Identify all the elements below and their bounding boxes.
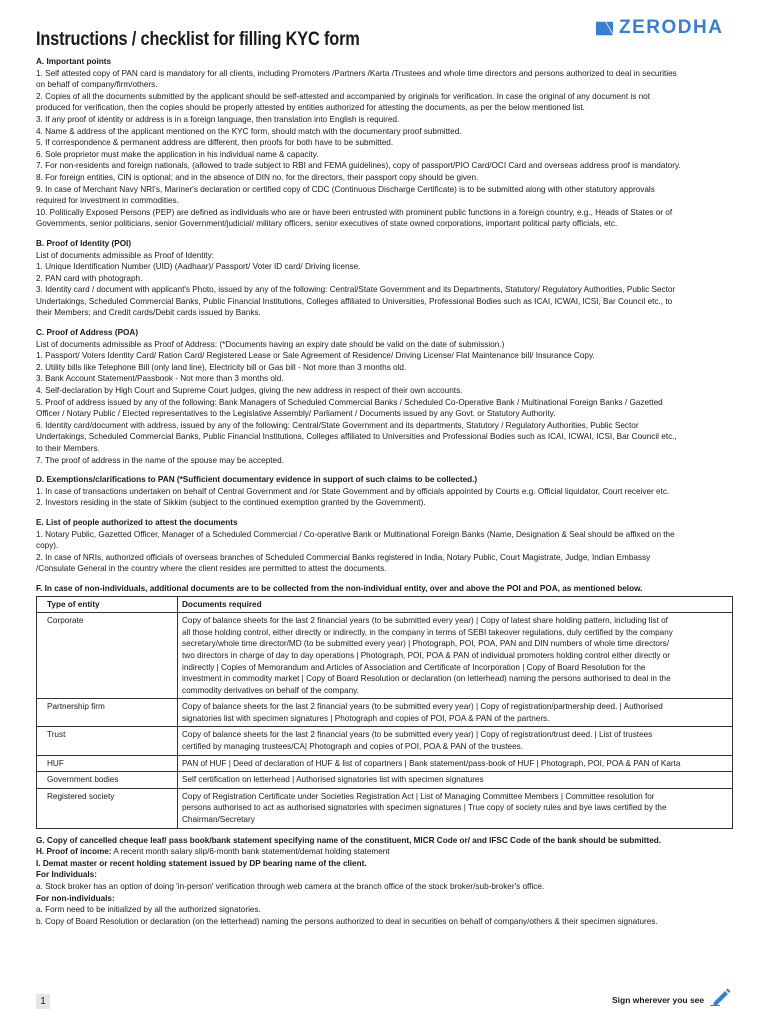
list-item: 2. In case of NRIs, authorized officials of overseas branches of Scheduled Commercial Banks registered in India, Notary Public, Court Magistrate, Judge, Indian Embassy <box>36 552 651 562</box>
section-c-list <box>36 339 734 467</box>
logo-text: ZERODHA <box>619 17 724 38</box>
table-row <box>37 613 733 699</box>
documents-required-cell <box>178 727 733 755</box>
section-i-heading: I. Demat master or recent holding statement issued by DP bearing name of the client. <box>36 858 367 868</box>
list-item: 6. Sole proprietor must make the application in his individual name & capacity. <box>36 149 319 159</box>
entity-type-cell: HUF <box>37 755 178 772</box>
table-row <box>37 727 733 755</box>
list-item: 2. Investors residing in the state of Sikkim (subject to the continued exemption granted by the Government). <box>36 498 426 508</box>
section-b-list <box>36 250 734 320</box>
cell-line: two directors in charge of day to day operations | Photograph, POI, POA & PAN of individual promoters holding control either directly or <box>182 650 671 660</box>
cell-line: signatories list with specimen signatures | Photograph and copies of POI, POA & PAN of the partners. <box>182 713 550 723</box>
list-item: Undertakings, Scheduled Commercial Banks, Public Financial Institutions, Colleges affiliated to Universities, Professional Bodies such as ICAI, ICWAI, ICSI, Bar Council etc., to <box>36 296 673 306</box>
list-item: Undertakings, Scheduled Commercial Banks, Public Financial Institutions, Colleges affiliated to Universities and Professional Bodies such as ICAI, ICWAI, ICSI, Bar Council etc., <box>36 432 677 442</box>
list-item: to their Members. <box>36 444 100 453</box>
list-item: 3. If any proof of identity or address is in a foreign language, then translation into English is required. <box>36 114 400 124</box>
list-item: 1. Passport/ Voters Identity Card/ Ration Card/ Registered Lease or Sale Agreement of Residence/ Driving License/ Flat Maintenance bill/ Insurance Copy. <box>36 351 595 361</box>
section-e-list <box>36 529 734 575</box>
zerodha-logo-icon <box>596 20 613 37</box>
list-item: 2. PAN card with photograph. <box>36 273 143 283</box>
entity-type-cell: Registered society <box>37 788 178 828</box>
list-item: 1. Self attested copy of PAN card is mandatory for all clients, including Promoters /Partners /Karta /Trustees and whole time directors and persons authorized to deal in securities <box>36 68 677 78</box>
section-b-heading: B. Proof of Identity (POI) <box>36 238 132 248</box>
list-item: a. Form need to be initialized by all the authorized signatories. <box>36 905 261 915</box>
column-header-type: Type of entity <box>37 596 178 613</box>
cell-line: Copy of Registration Certificate under Societies Registration Act | List of Managing Committee Members | Committee resolution for <box>182 791 655 801</box>
list-item: 4. Self-declaration by High Court and Supreme Court judges, giving the new address in respect of their own accounts. <box>36 386 463 396</box>
cell-line: PAN of HUF | Deed of declaration of HUF & list of copartners | Bank statement/pass-book of HUF | Photograph, POI, POA & PAN of Karta <box>182 758 681 768</box>
list-item: Officer / Notary Public / Elected representatives to the Legislative Assembly/ Parliament / Documents issued by any Govt. or Statutory Authority. <box>36 409 556 419</box>
list-item: 8. For foreign entities, CIN is optional; and in the absence of DIN no. for the directors, their passport copy should be given. <box>36 172 479 182</box>
section-h-heading: H. Proof of income: <box>36 847 112 857</box>
list-item: /Consulate General in the country where the client resides are permitted to attest the documents. <box>36 564 387 574</box>
section-f-heading: F. In case of non-individuals, additional documents are to be collected from the non-individual entity, over and above the POI and POA, as mentioned below. <box>36 583 643 593</box>
entity-type-cell: Government bodies <box>37 772 178 789</box>
table-row <box>37 699 733 727</box>
list-item: 1. Unique Identification Number (UID) (Aadhaar)/ Passport/ Voter ID card/ Driving license. <box>36 262 361 272</box>
list-item: produced for verification, then the copies should be properly attested by entities authorized for attesting the documents, as per the below mentioned list. <box>36 103 585 113</box>
list-item: 10. Politically Exposed Persons (PEP) are defined as individuals who are or have been entrusted with prominent public functions in a foreign country, e.g., Heads of States or of <box>36 207 673 217</box>
list-item: required for investment in commodities. <box>36 196 179 206</box>
sign-instruction: Sign wherever you see <box>612 995 705 1005</box>
list-item: 3. Bank Account Statement/Passbook - Not more than 3 months old. <box>36 374 284 384</box>
list-item: 9. In case of Merchant Navy NRI's, Mariner's declaration or certified copy of CDC (Continuous Discharge Certificate) is to be submitted along with other statutory approvals <box>36 184 655 194</box>
list-item: 7. For non-residents and foreign nationals, (allowed to trade subject to RBI and FEMA guidelines), copy of passport/PIO Card/OCI Card and overseas address proof is mandatory. <box>36 161 681 171</box>
documents-required-cell <box>178 788 733 828</box>
list-item: 5. Proof of address issued by any of the following: Bank Managers of Scheduled Commercial Banks / Scheduled Co-Operative Bank / Multinational Foreign Banks / Gazetted <box>36 397 663 407</box>
documents-required-cell <box>178 772 733 789</box>
list-item: List of documents admissible as Proof of Address: (*Documents having an expiry date should be valid on the date of submission.) <box>36 339 505 349</box>
non-individuals-list <box>36 904 734 927</box>
table-row <box>37 788 733 828</box>
cell-line: Copy of balance sheets for the last 2 financial years (to be submitted every year) | Copy of registration/trust deed. | List of trustees <box>182 730 653 740</box>
non-individuals-heading: For non-individuals: <box>36 893 115 903</box>
cell-line: commodity derivatives on behalf of the company. <box>182 685 359 695</box>
section-d-heading: D. Exemptions/clarifications to PAN (*Sufficient documentary evidence in support of such claims to be collected.) <box>36 475 478 485</box>
list-item: on behalf of company/firm/others. <box>36 80 158 90</box>
entity-type-cell: Trust <box>37 727 178 755</box>
cell-line: all those holding control, either directly or indirectly, in the company in terms of SEBI takeover regulations, duly certified by the company <box>182 627 673 637</box>
table-row <box>37 755 733 772</box>
cell-line: certified by managing trustees/CA| Photograph and copies of POI, POA & PAN of the trustees. <box>182 742 524 752</box>
list-item: 6. Identity card/document with address, issued by any of the following: Central/State Government and its departments, Statutory / Regulatory Authorities, Public Sector <box>36 420 639 430</box>
section-g-heading: G. Copy of cancelled cheque leaf/ pass book/bank statement specifying name of the constituent, MICR Code or/ and IFSC Code of the bank should be submitted. <box>36 835 662 845</box>
documents-required-cell <box>178 699 733 727</box>
list-item: 4. Name & address of the applicant mentioned on the KYC form, should match with the documentary proof submitted. <box>36 126 462 136</box>
cell-line: investment in commodity market | Copy of Board Resolution or declaration (on letterhead) naming the persons authorised to deal in the <box>182 674 671 684</box>
documents-table <box>36 596 733 829</box>
page-title: Instructions / checklist for filling KYC form <box>36 29 360 50</box>
section-a-heading: A. Important points <box>36 57 112 66</box>
section-a-list <box>36 68 734 230</box>
cell-line: Chairman/Secretary <box>182 815 255 825</box>
pen-icon <box>710 988 732 1006</box>
cell-line: secretary/whole time director/MD (to be submitted every year) | Photograph, POI, POA, PAN and DIN numbers of whole time directors/ <box>182 639 670 649</box>
column-header-documents: Documents required <box>178 596 733 613</box>
entity-type-cell: Partnership firm <box>37 699 178 727</box>
list-item: 7. The proof of address in the name of the spouse may be accepted. <box>36 455 284 465</box>
list-item: 1. Notary Public, Gazetted Officer, Manager of a Scheduled Commercial / Co-operative Bank or Multinational Foreign Banks (Name, Designation & Seal should be affixed on the <box>36 529 675 539</box>
list-item: 3. Identity card / document with applicant's Photo, issued by any of the following: Central/State Government and its Departments, Statutory/ Regulatory Authorities, Public Sector <box>36 285 676 295</box>
cell-line: indirectly | Copies of Memorandum and Articles of Association and Certificate of Incorporation | Copy of Board Resolution for the <box>182 662 646 672</box>
cell-line: Copy of balance sheets for the last 2 financial years (to be submitted every year) | Copy of latest share holding pattern, including list of <box>182 616 668 626</box>
cell-line: Self certification on letterhead | Authorised signatories list with specimen signatures <box>182 775 484 785</box>
documents-required-cell <box>178 613 733 699</box>
cell-line: persons authorised to act as authorised signatories with specimen signatures | True copy of society rules and bye laws certified by the <box>182 803 667 813</box>
section-h-line <box>36 846 734 858</box>
list-item: 1. In case of transactions undertaken on behalf of Central Government and /or State Government and by officials appointed by Courts e.g. Official liquidator, Court receiver etc. <box>36 486 670 496</box>
list-item: their Members; and Credit cards/Debit cards issued by Banks. <box>36 308 261 318</box>
entity-type-cell: Corporate <box>37 613 178 699</box>
section-d-list <box>36 486 734 509</box>
list-item: 5. If correspondence & permanent address are different, then proofs for both have to be submitted. <box>36 138 394 148</box>
zerodha-logo <box>596 16 723 40</box>
section-c-heading: C. Proof of Address (POA) <box>36 328 139 338</box>
list-item: 2. Copies of all the documents submitted by the applicant should be self-attested and accompanied by originals for verification. In case the original of any document is not <box>36 91 650 101</box>
documents-required-cell <box>178 755 733 772</box>
table-row <box>37 772 733 789</box>
page-number: 1 <box>36 994 50 1009</box>
list-item: copy). <box>36 541 59 551</box>
list-item: b. Copy of Board Resolution or declaration (on the letterhead) naming the persons authorized to deal in securities on behalf of company/others & their specimen signatures. <box>36 916 658 926</box>
list-item: Governments, senior politicians, senior Government/judicial/ military officers, senior executives of state owned corporations, important political party officials, etc. <box>36 219 618 229</box>
instructions-body <box>36 56 734 927</box>
list-item: 2. Utility bills like Telephone Bill (only land line), Electricity bill or Gas bill - Not more than 3 months old. <box>36 362 407 372</box>
individuals-text: a. Stock broker has an option of doing 'in-person' verification through web camera at the branch office of the stock broker/sub-broker's office. <box>36 882 545 891</box>
table-header-row <box>37 596 733 613</box>
section-h-text: A recent month salary slip/6-month bank statement/demat holding statement <box>111 847 390 857</box>
documents-table-body <box>37 613 733 829</box>
individuals-heading: For Individuals: <box>36 870 97 880</box>
cell-line: Copy of balance sheets for the last 2 financial years (to be submitted every year) | Copy of registration/partnership deed. | Authorised <box>182 702 663 712</box>
list-item: List of documents admissible as Proof of Identity: <box>36 250 214 260</box>
section-e-heading: E. List of people authorized to attest the documents <box>36 517 238 527</box>
